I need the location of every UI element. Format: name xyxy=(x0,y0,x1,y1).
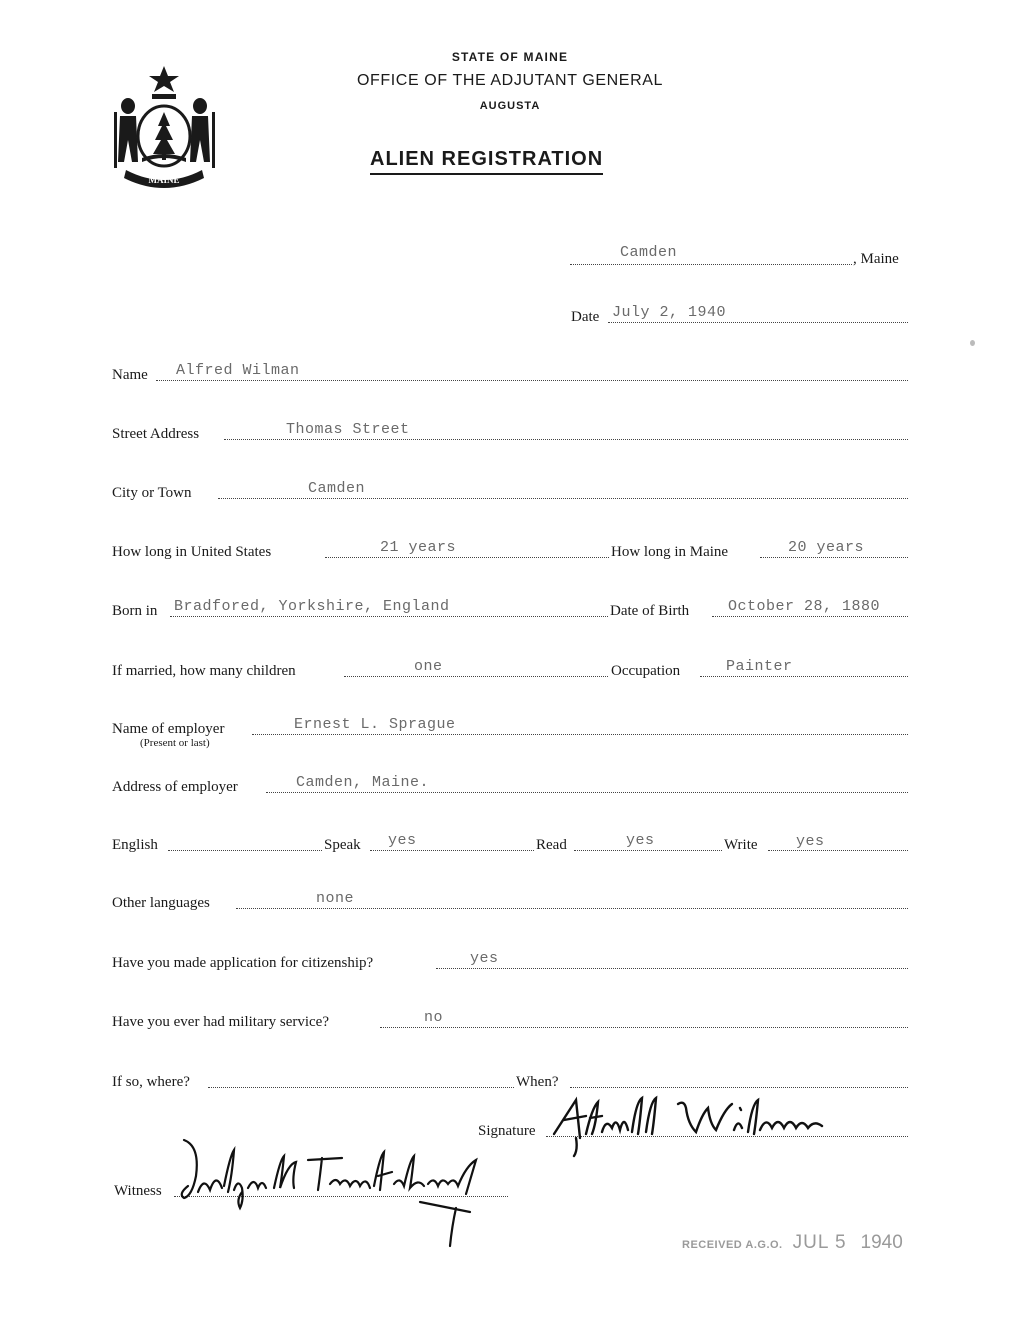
english-label: English xyxy=(112,837,158,853)
date-label: Date xyxy=(571,309,600,325)
speak-label: Speak xyxy=(324,837,361,853)
children-label: If married, how many children xyxy=(112,663,296,679)
street-label: Street Address xyxy=(112,426,200,442)
city-heading: AUGUSTA xyxy=(479,100,541,112)
write-label: Write xyxy=(724,837,758,853)
office-heading: OFFICE OF THE ADJUTANT GENERAL xyxy=(356,72,664,89)
signature-label: Signature xyxy=(478,1123,536,1139)
write-value[interactable]: yes xyxy=(796,833,825,850)
occupation-value[interactable]: Painter xyxy=(726,658,793,675)
read-value[interactable]: yes xyxy=(626,832,655,849)
occupation-line xyxy=(700,676,908,677)
date-value[interactable]: July 2, 1940 xyxy=(612,304,727,321)
stamp-received-text: RECEIVED A.G.O. xyxy=(682,1239,783,1251)
employer-address-value[interactable]: Camden, Maine. xyxy=(296,774,430,791)
military-value[interactable]: no xyxy=(424,1009,444,1026)
witness-label: Witness xyxy=(114,1183,162,1199)
other-languages-value[interactable]: none xyxy=(316,890,355,907)
dob-label: Date of Birth xyxy=(610,603,690,619)
witness-signature-text: Evelyn M. Tewksbury xyxy=(340,1176,349,1177)
employer-address-line xyxy=(266,792,908,793)
employer-sublabel: (Present or last) xyxy=(140,737,210,749)
us-duration-value[interactable]: 21 years xyxy=(380,539,457,556)
children-value[interactable]: one xyxy=(414,658,443,675)
speak-line xyxy=(370,850,534,851)
maine-duration-value[interactable]: 20 years xyxy=(788,539,865,556)
write-line xyxy=(768,850,908,851)
citizenship-label: Have you made application for citizenship? xyxy=(112,955,374,971)
children-line xyxy=(344,676,608,677)
dob-value[interactable]: October 28, 1880 xyxy=(728,598,881,615)
where-line xyxy=(208,1087,514,1088)
place-value[interactable]: Camden xyxy=(620,244,678,261)
signature-text: Alfred Wilman xyxy=(687,1126,695,1127)
seal-banner-text: MAINE xyxy=(148,175,180,185)
english-line xyxy=(168,850,322,851)
military-line xyxy=(380,1027,908,1028)
born-in-value[interactable]: Bradfored, Yorkshire, England xyxy=(174,598,450,615)
place-suffix: , Maine xyxy=(853,251,899,267)
name-line xyxy=(156,380,908,381)
applicant-signature xyxy=(546,1094,836,1158)
born-in-label: Born in xyxy=(112,603,158,619)
stamp-year-text: 1940 xyxy=(860,1232,903,1253)
when-label: When? xyxy=(516,1074,559,1090)
employer-label: Name of employer xyxy=(112,721,225,737)
paper-speck xyxy=(970,340,975,346)
state-heading: STATE OF MAINE xyxy=(451,50,569,64)
read-label: Read xyxy=(536,837,567,853)
employer-line xyxy=(252,734,908,735)
place-line xyxy=(570,264,852,265)
read-line xyxy=(574,850,722,851)
born-in-line xyxy=(170,616,608,617)
page-title: ALIEN REGISTRATION xyxy=(370,148,603,175)
where-label: If so, where? xyxy=(112,1074,190,1090)
city-label: City or Town xyxy=(112,485,192,501)
maine-duration-line xyxy=(760,557,908,558)
name-label: Name xyxy=(112,367,148,383)
maine-duration-label: How long in Maine xyxy=(611,544,729,560)
occupation-label: Occupation xyxy=(611,663,681,679)
military-label: Have you ever had military service? xyxy=(112,1014,329,1030)
other-languages-line xyxy=(236,908,908,909)
us-duration-line xyxy=(325,557,609,558)
dob-line xyxy=(712,616,908,617)
stamp-date-text: JUL 5 xyxy=(792,1232,847,1253)
employer-address-label: Address of employer xyxy=(112,779,238,795)
city-line xyxy=(218,498,908,499)
received-stamp xyxy=(682,1232,903,1254)
when-line xyxy=(570,1087,908,1088)
us-duration-label: How long in United States xyxy=(112,544,272,560)
name-value[interactable]: Alfred Wilman xyxy=(176,362,300,379)
city-value[interactable]: Camden xyxy=(308,480,366,497)
other-languages-label: Other languages xyxy=(112,895,210,911)
employer-value[interactable]: Ernest L. Sprague xyxy=(294,716,456,733)
maine-state-seal-icon xyxy=(108,62,220,192)
street-value[interactable]: Thomas Street xyxy=(286,421,410,438)
citizenship-line xyxy=(436,968,908,969)
street-line xyxy=(224,439,908,440)
witness-signature xyxy=(170,1136,510,1248)
date-line xyxy=(608,322,908,323)
speak-value[interactable]: yes xyxy=(388,832,417,849)
citizenship-value[interactable]: yes xyxy=(470,950,499,967)
